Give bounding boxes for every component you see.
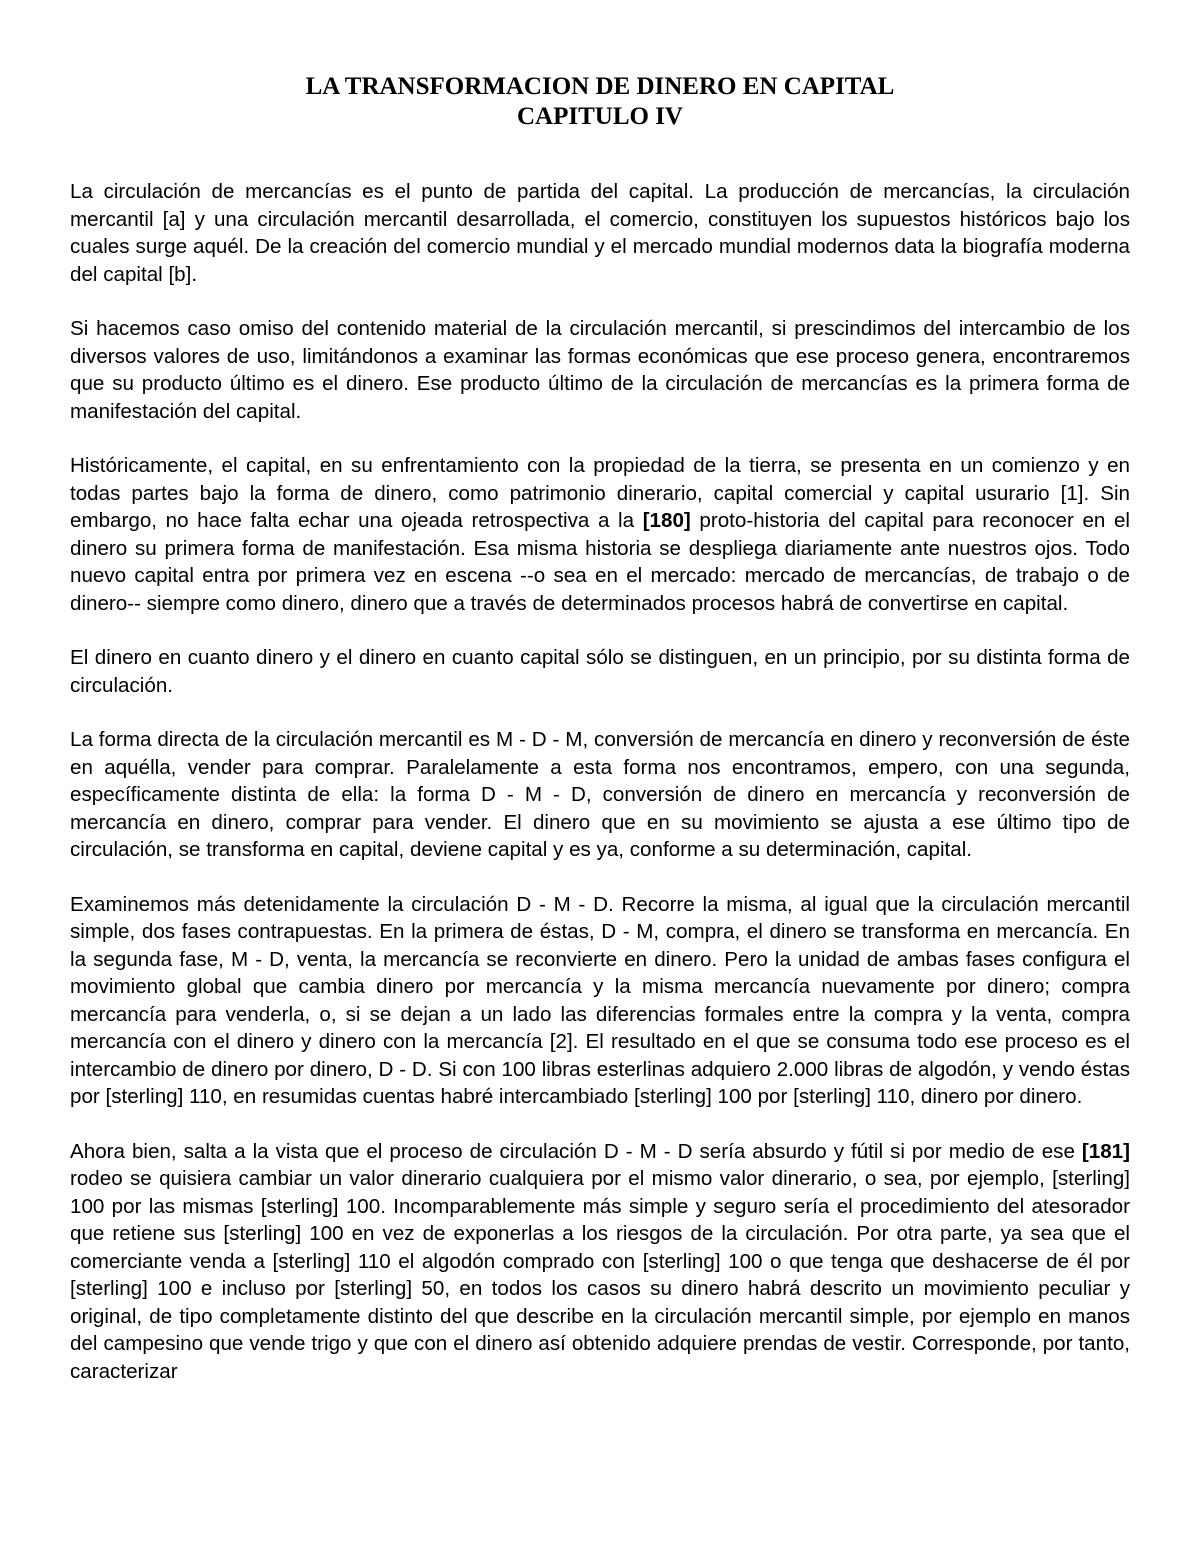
paragraph-text: rodeo se quisiera cambiar un valor dinerario cualquiera por el mismo valor dinerario, o sea, por ejemplo, [sterling] 100 por las mismas [sterling] 100. Incomparablemente más simple y seguro sería el procedimiento del atesorador que retiene sus [sterling] 100 en vez de exponerlas a los riesgos de la circulación. Por otra parte, ya sea que el comerciante venda a [sterling] 110 el algodón comprado con [sterling] 100 o que tenga que deshacerse de él por [sterling] 100 e incluso por [sterling] 50, en todos los casos su dinero habrá descrito un movimiento peculiar y original, de tipo completamente distinto del que describe en la circulación mercantil simple, por ejemplo en manos del campesino que vende trigo y que con el dinero así obtenido adquiere prendas de vestir. Corresponde, por tanto, caracterizar — [70, 1167, 1130, 1383]
paragraph-text: La forma directa de la circulación mercantil es M - D - M, conversión de mercancía en dinero y reconversión de éste en aquélla, vender para comprar. Paralelamente a esta forma nos encontramos, empero, con una segunda, específicamente distinta de ella: la forma D - M - D, conversión de dinero en mercancía y reconversión de mercancía en dinero, comprar para vender. El dinero que en su movimiento se ajusta a ese último tipo de circulación, se transforma en capital, deviene capital y es ya, conforme a su determinación, capital. — [70, 728, 1130, 861]
paragraph-text: Históricamente, el capital, en su enfrentamiento con la propiedad de la tierra, se presenta en un comienzo y en todas partes bajo la forma de dinero, como patrimonio dinerario, capital comercial y capital usurario [1]. Sin embargo, no hace falta echar una ojeada retrospectiva a la — [70, 454, 1130, 532]
title-line-1: LA TRANSFORMACION DE DINERO EN CAPITAL — [305, 73, 895, 100]
paragraph-6 — [70, 891, 1130, 1111]
paragraph-2 — [70, 315, 1130, 425]
paragraph-3 — [70, 452, 1130, 617]
page-marker-181: [181] — [1081, 1139, 1130, 1163]
paragraph-text: Si hacemos caso omiso del contenido material de la circulación mercantil, si prescindimos del intercambio de los diversos valores de uso, limitándonos a examinar las formas económicas que ese proceso genera, encontraremos que su producto último es el dinero. Ese producto último de la circulación de mercancías es la primera forma de manifestación del capital. — [70, 317, 1130, 423]
page-marker-180: [180] — [642, 509, 691, 532]
document-title — [70, 72, 1130, 132]
title-line-2: CAPITULO IV — [517, 103, 683, 130]
paragraph-text: proto-historia del capital para reconocer en el dinero su primera forma de manifestación. Esa misma historia se despliega diariamente ante nuestros ojos. Todo nuevo capital entra por primera vez en escena --o sea en el mercado: mercado de mercancías, de trabajo o de dinero-- siempre como dinero, dinero que a través de determinados procesos habrá de convertirse en capital. — [70, 509, 1130, 615]
paragraph-5 — [70, 726, 1130, 864]
paragraph-7 — [70, 1138, 1130, 1386]
paragraph-4 — [70, 644, 1130, 699]
paragraph-1 — [70, 178, 1130, 288]
paragraph-text: Ahora bien, salta a la vista que el proceso de circulación D - M - D sería absurdo y fútil si por medio de ese — [70, 1139, 1082, 1163]
document-page — [70, 72, 1130, 1412]
paragraph-text: Examinemos más detenidamente la circulación D - M - D. Recorre la misma, al igual que la circulación mercantil simple, dos fases contrapuestas. En la primera de éstas, D - M, compra, el dinero se transforma en mercancía. En la segunda fase, M - D, venta, la mercancía se reconvierte en dinero. Pero la unidad de ambas fases configura el movimiento global que cambia dinero por mercancía y la misma mercancía nuevamente por dinero; compra mercancía para venderla, o, si se dejan a un lado las diferencias formales entre la compra y la venta, compra mercancía con el dinero y dinero con la mercancía [2]. El resultado en el que se consuma todo ese proceso es el intercambio de dinero por dinero, D - D. Si con 100 libras esterlinas adquiero 2.000 libras de algodón, y vendo éstas por [sterling] 110, en resumidas cuentas habré intercambiado [sterling] 100 por [sterling] 110, dinero por dinero. — [70, 892, 1130, 1108]
paragraph-text: La circulación de mercancías es el punto de partida del capital. La producción de mercancías, la circulación mercantil [a] y una circulación mercantil desarrollada, el comercio, constituyen los supuestos históricos bajo los cuales surge aquél. De la creación del comercio mundial y el mercado mundial modernos data la biografía moderna del capital [b]. — [70, 180, 1130, 286]
paragraph-text: El dinero en cuanto dinero y el dinero en cuanto capital sólo se distinguen, en un principio, por su distinta forma de circulación. — [70, 646, 1130, 697]
